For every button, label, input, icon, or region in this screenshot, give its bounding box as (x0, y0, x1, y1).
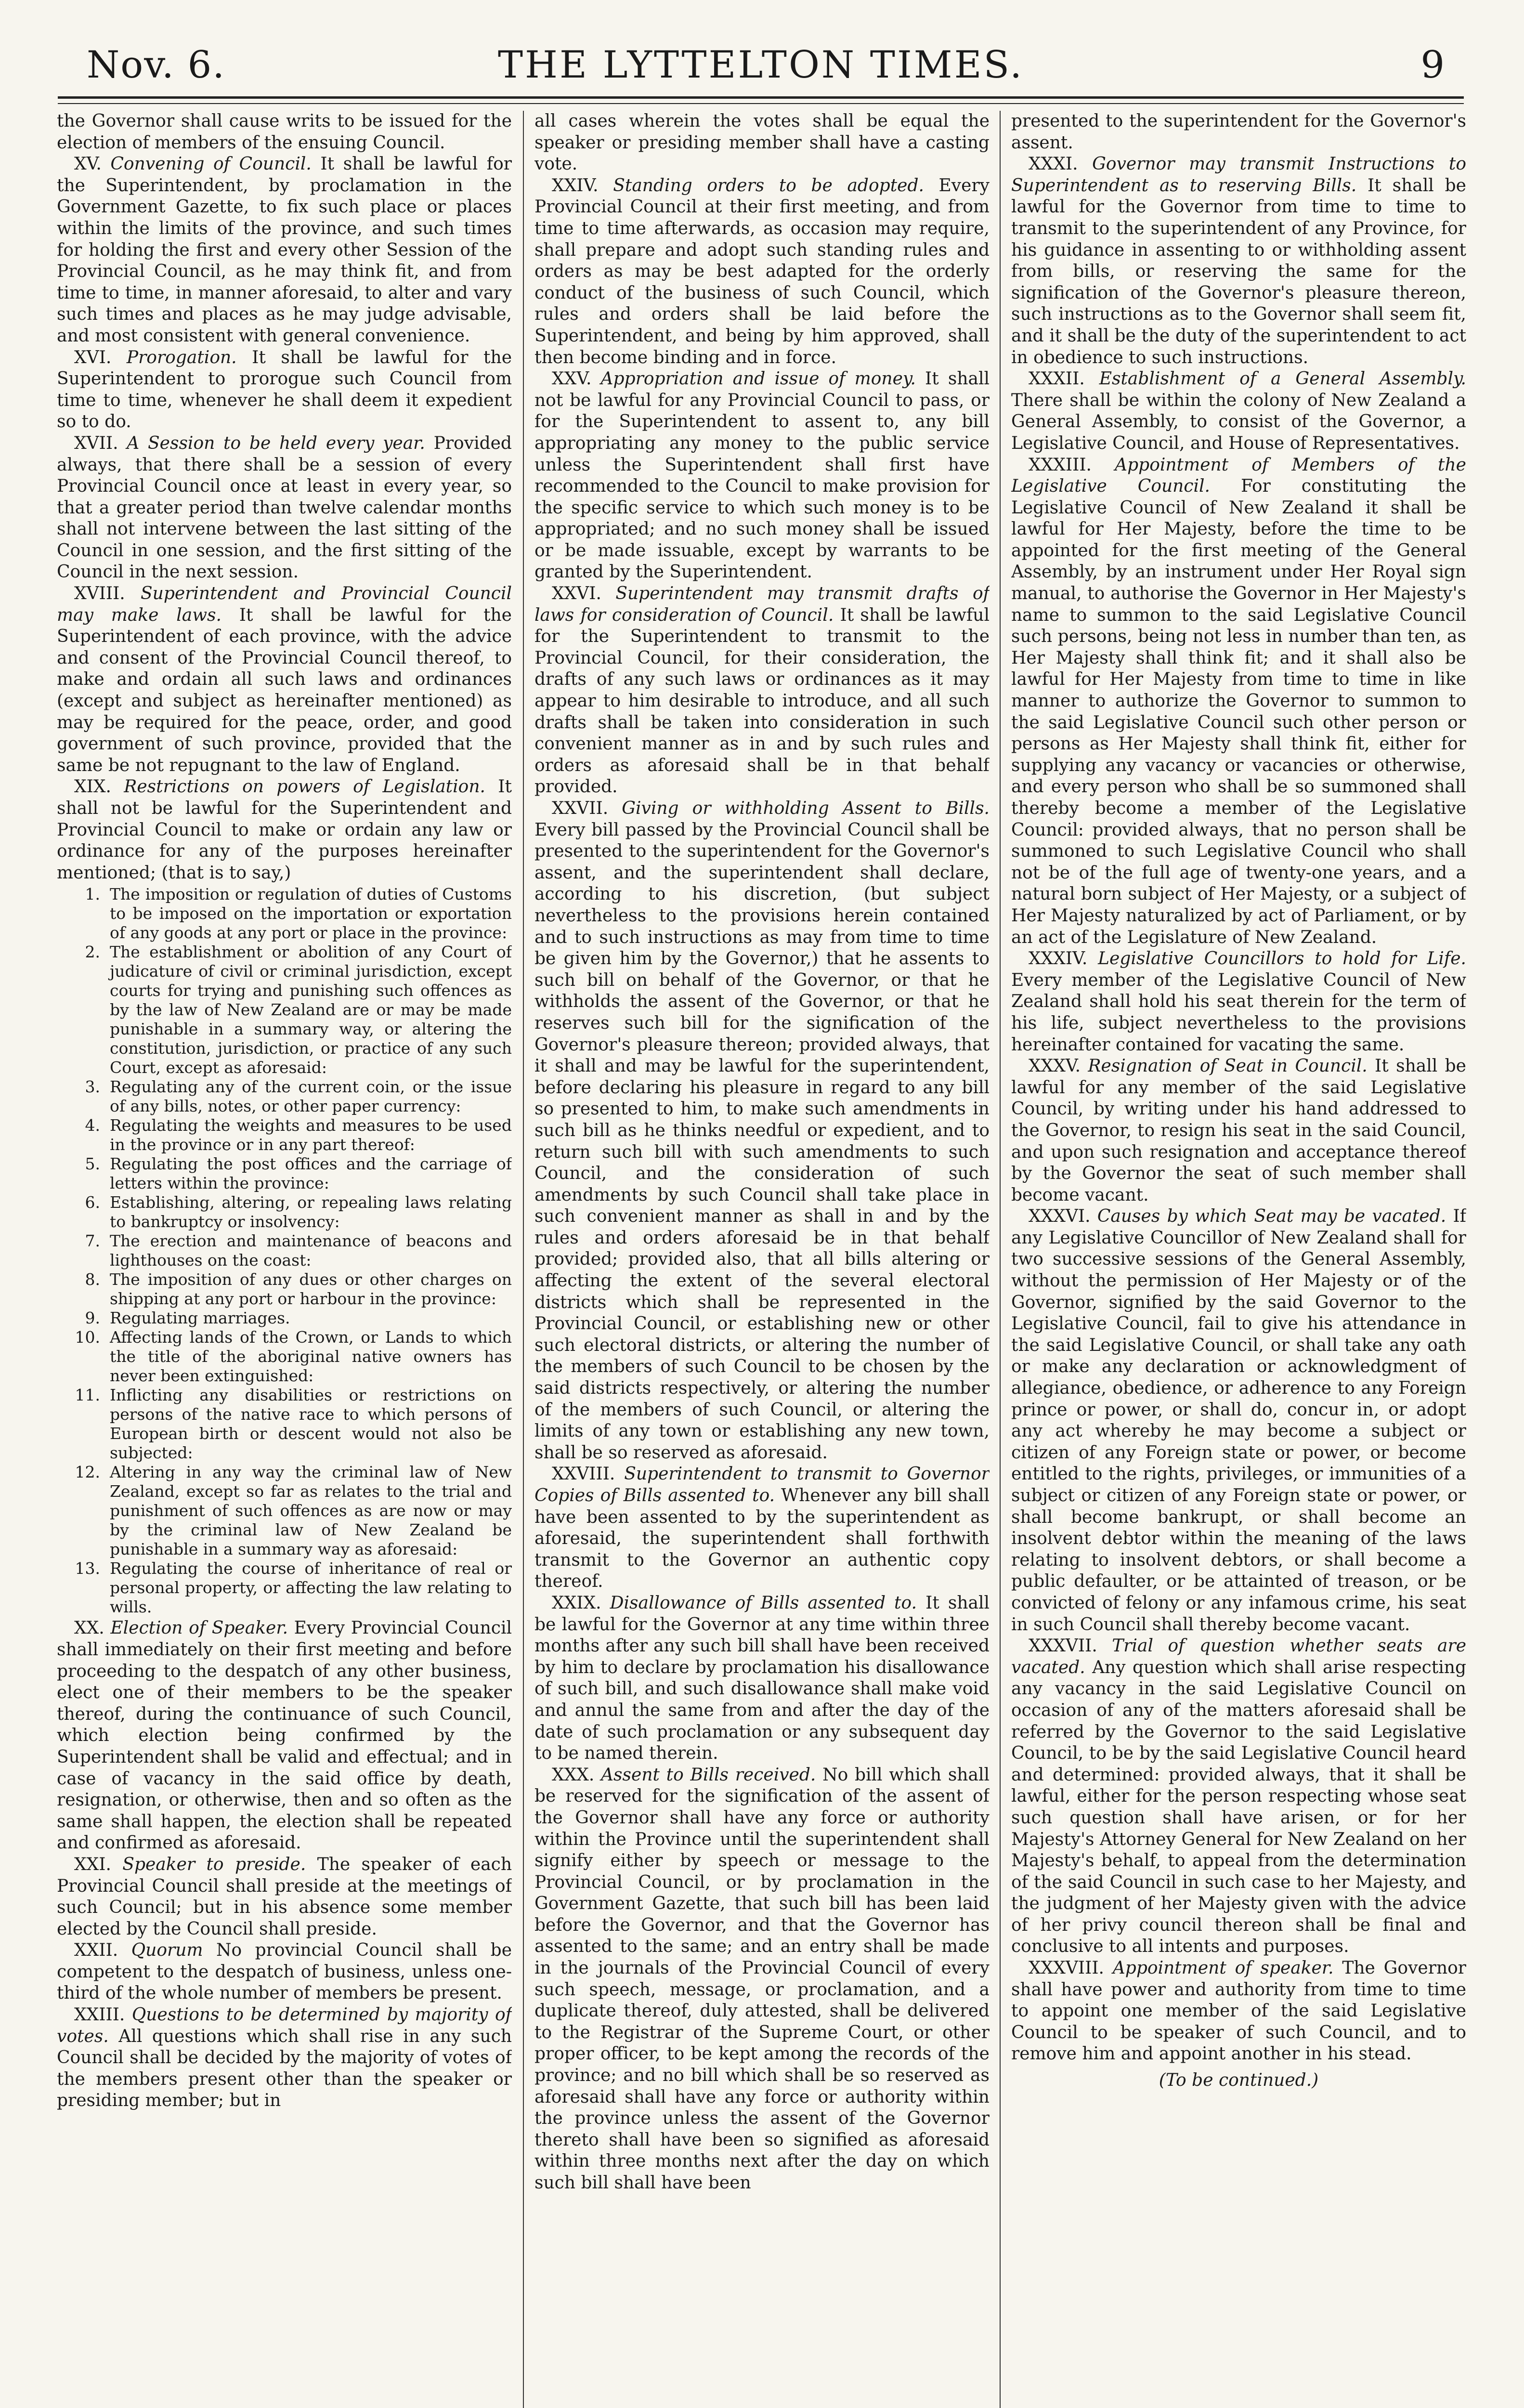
list-item: 12. Altering in any way the criminal law of New Zealand, except so far as relates to the trial and punishment of such offences as are now or may by the criminal law of New Zealand be punishable in a summary way as aforesaid: (75, 1463, 512, 1559)
list-item: 4. Regulating the weights and measures to be used in the province or in any part thereof: (85, 1116, 512, 1154)
section-xvii: XVII. A Session to be held every year. Provided always, that there shall be a session of every Provincial Council once at least in every year, so that a greater period than twelve calendar months shall not intervene between the last sitting of the Council in one session, and the first sitting of the Council in the next session. (57, 433, 512, 582)
masthead (58, 39, 1464, 111)
section-xxxiii: XXXIII. Appointment of Members of the Legislative Council. For constituting the Legislative Council of New Zealand it shall be lawful for Her Majesty, before the time to be appointed for the first meeting of the General Assembly, by an instrument under Her Royal sign manual, to authorise the Governor in Her Majesty's name to summon to the said Legislative Council such persons, being not less in number than ten, as Her Majesty shall think fit; and it shall also be lawful for Her Majesty from time to time in like manner to authorize the Governor to summon to the said Legislative Council such other person or persons as Her Majesty shall think fit, either for supplying any vacancy or vacancies or otherwise, and every person who shall be so summoned shall thereby become a member of the Legislative Council: provided always, that no person shall be summoned to such Legislative Council who shall not be of the full age of twenty-one years, and a natural born subject of Her Majesty, or a subject of Her Majesty naturalized by act of Parliament, or by an act of the Legislature of New Zealand. (1011, 455, 1466, 947)
section-xxxvii: XXXVII. Trial of question whether seats are vacated. Any question which shall arise respecting any vacancy in the said Legislative Council on occasion of any of the matters aforesaid shall be referred by the Governor to the said Legislative Council, to be by the said Legislative Council heard and determined: provided always, that it shall be lawful, either for the person respecting whose seat such question shall have arisen, or for her Majesty's Attorney General for New Zealand on her Majesty's behalf, to appeal from the determination of the said Council in such case to her Majesty, and the judgment of her Majesty given with the advice of her privy council thereon shall be final and conclusive to all intents and purposes. (1011, 1636, 1466, 1957)
section-xxv: XXV. Appropriation and issue of money. It shall not be lawful for any Provincial Council to pass, or for the Superintendent to assent to, any bill appropriating any money to the public service unless the Superintendent shall first have recommended to the Council to make provision for the specific service to which such money is to be appropriated; and no such money shall be issued or be made issuable, except by warrants to be granted by the Superintendent. (534, 369, 990, 582)
section-xxi: XXI. Speaker to preside. The speaker of each Provincial Council shall preside at the meetings of such Council; but in his absence some member elected by the Council shall preside. (57, 1854, 512, 1939)
list-item: 7. The erection and maintenance of beacons and lighthouses on the coast: (85, 1231, 512, 1270)
page-number: 9 (1420, 43, 1445, 87)
section-xxxi: XXXI. Governor may transmit Instructions to Superintendent as to reserving Bills. It shall be lawful for the Governor from time to time to transmit to the superintendent of any Province, for his guidance in assenting to or withholding assent from bills, or reserving the same for the signification of the Governor's pleasure thereon, such instructions as to the Governor shall seem fit, and it shall be the duty of the superintendent to act in obedience to such instructions. (1011, 154, 1466, 367)
section-xxvii: XXVII. Giving or withholding Assent to Bills. Every bill passed by the Provincial Council shall be presented to the superintendent for the Governor's assent, and the superintendent shall declare, according to his discretion, (but subject nevertheless to the provisions herein contained and to such instructions as may from time to time be given him by the Governor,) that he assents to such bill on behalf of the Governor, or that he withholds the assent of the Governor, or that he reserves such bill for the signification of the Governor's pleasure thereon; provided always, that it shall and may be lawful for the superintendent, before declaring his pleasure in regard to any bill so presented to him, to make such amendments in such bill as he thinks needful or expedient, and to return such bill with such amendments to such Council, and the consideration of such amendments by such Council shall take place in such convenient manner as shall in and by the rules and orders aforesaid be in that behalf provided; provided also, that all bills altering or affecting the extent of the several electoral districts which shall be represented in the Provincial Council, or establishing new or other such electoral districts, or altering the number of the members of such Council to be chosen by the said districts respectively, or altering the number of the members of such Council, or altering the limits of any town or establishing any new town, shall be so reserved as aforesaid. (534, 798, 990, 1463)
list-item: 3. Regulating any of the current coin, or the issue of any bills, notes, or other paper currency: (85, 1077, 512, 1116)
list-item: 13. Regulating the course of inheritance of real or personal property, or affecting the law relating to wills. (75, 1559, 512, 1617)
section-xxxii: XXXII. Establishment of a General Assembly. There shall be within the colony of New Zealand a General Assembly, to consist of the Governor, a Legislative Council, and House of Representatives. (1011, 369, 1466, 453)
section-xxxv: XXXV. Resignation of Seat in Council. It shall be lawful for any member of the said Legislative Council, by writing under his hand addressed to the Governor, to resign his seat in the said Council, and upon such resignation and acceptance thereof by the Governor the seat of such member shall become vacant. (1011, 1056, 1466, 1205)
column-2 (534, 111, 990, 2408)
section-xxx: XXX. Assent to Bills received. No bill which shall be reserved for the signification of the assent of the Governor shall have any force or authority within the Province until the superintendent shall signify either by speech or message to the Provincial Council, or by proclamation in the Government Gazette, that such bill has been laid before the Governor, and that the Governor has assented to the same; and an entry shall be made in the journals of the Provincial Council of every such speech, message, or proclamation, and a duplicate thereof, duly attested, shall be delivered to the Registrar of the Supreme Court, or other proper officer, to be kept among the records of the province; and no bill which shall be so reserved as aforesaid shall have any force or authority within the province unless the assent of the Governor thereto shall have been so signified as aforesaid within three months next after the day on which such bill shall have been (534, 1765, 990, 2193)
section-xx: XX. Election of Speaker. Every Provincial Council shall immediately on their first meeting and before proceeding to the despatch of any other business, elect one of their members to be the speaker thereof, during the continuance of such Council, which election being confirmed by the Superintendent shall be valid and effectual; and in case of vacancy in the said office by death, resignation, or otherwise, then and so often as the same shall happen, the election shall be repeated and confirmed as aforesaid. (57, 1618, 512, 1853)
to-be-continued: (To be continued.) (1159, 2070, 1319, 2091)
section-xxxvi: XXXVI. Causes by which Seat may be vacated. If any Legislative Councillor of New Zealand shall for two successive sessions of the General Assembly, without the permission of Her Majesty or of the Governor, signified by the said Governor to the Legislative Council, fail to give his attendance in the said Legislative Council, or shall take any oath or make any declaration or acknowledgment of allegiance, obedience, or adherence to any Foreign prince or power, or shall do, concur in, or adopt any act whereby he may become a subject or citizen of any Foreign state or power, or become entitled to the rights, privileges, or immunities of a subject or citizen of any Foreign state or power, or shall become bankrupt, or shall become an insolvent debtor within the meaning of the laws relating to insolvent debtors, or shall become a public defaulter, or be attainted of treason, or be convicted of felony or any infamous crime, his seat in such Council shall thereby become vacant. (1011, 1206, 1466, 1635)
section-xxiii: XXIII. Questions to be determined by majority of votes. All questions which shall rise in any such Council shall be decided by the majority of votes of the members present other than the speaker or presiding member; but in (57, 2005, 512, 2111)
paragraph: the Governor shall cause writs to be issued for the election of members of the ensuing Council. (57, 111, 512, 153)
section-xv: XV. Convening of Council. It shall be lawful for the Superintendent, by proclamation in the Government Gazette, to fix such place or places within the limits of the province, and such times for holding the first and every other Session of the Provincial Council, as he may think fit, and from time to time, in manner aforesaid, to alter and vary such times and places as he may judge advisable, and most consistent with general convenience. (57, 154, 512, 346)
column-divider (523, 111, 524, 2408)
column-1 (57, 111, 512, 2408)
list-item: 2. The establishment or abolition of any Court of judicature of civil or criminal jurisdiction, except courts for trying and punishing such offences as by the law of New Zealand are or may be made punishable in a summary way, or altering the constitution, jurisdiction, or practice of any such Court, except as aforesaid: (85, 942, 512, 1077)
list-item: 1. The imposition or regulation of duties of Customs to be imposed on the importation or exportation of any goods at any port or place in the province: (85, 885, 512, 942)
list-item: 10. Affecting lands of the Crown, or Lands to which the title of the aboriginal native owners has never been extinguished: (75, 1328, 512, 1386)
issue-date: Nov. 6. (87, 43, 226, 87)
section-xxxviii: XXXVIII. Appointment of speaker. The Governor shall have power and authority from time to time to appoint one member of the said Legislative Council to be speaker of such Council, and to remove him and appoint another in his stead. (1011, 1958, 1466, 2064)
paragraph: presented to the superintendent for the Governor's assent. (1011, 111, 1466, 153)
masthead-rule (58, 96, 1464, 99)
section-xviii: XVIII. Superintendent and Provincial Council may make laws. It shall be lawful for the Superintendent of each province, with the advice and consent of the Provincial Council thereof, to make and ordain all such laws and ordinances (except and subject as hereinafter mentioned) as may be required for the peace, order, and good government of such province, provided that the same be not repugnant to the law of England. (57, 584, 512, 775)
newspaper-title: THE LYTTELTON TIMES. (497, 43, 1024, 87)
masthead-rule-thin (58, 103, 1464, 104)
column-3 (1011, 111, 1466, 2408)
section-xxxiv: XXXIV. Legislative Councillors to hold for Life. Every member of the Legislative Council of New Zealand shall hold his seat therein for the term of his life, subject nevertheless to the provisions hereinafter contained for vacating the same. (1011, 949, 1466, 1055)
section-xxiv: XXIV. Standing orders to be adopted. Every Provincial Council at their first meeting, and from time to time afterwards, as occasion may require, shall prepare and adopt such standing rules and orders as may be best adapted for the orderly conduct of the business of such Council, which rules and orders shall be laid before the Superintendent, and being by him approved, shall then become binding and in force. (534, 175, 990, 367)
section-xix: XIX. Restrictions on powers of Legislation. It shall not be lawful for the Superintendent and Provincial Council to make or ordain any law or ordinance for any of the purposes hereinafter mentioned; (that is to say,) (57, 777, 512, 883)
section-xvi: XVI. Prorogation. It shall be lawful for the Superintendent to prorogue such Council from time to time, whenever he shall deem it expedient so to do. (57, 347, 512, 432)
paragraph: all cases wherein the votes shall be equal the speaker or presiding member shall have a casting vote. (534, 111, 990, 174)
section-xxvi: XXVI. Superintendent may transmit drafts of laws for consideration of Council. It shall be lawful for the Superintendent to transmit to the Provincial Council, for their consideration, the drafts of any such laws or ordinances as it may appear to him desirable to introduce, and all such drafts shall be taken into consideration in such convenient manner as in and by such rules and orders as aforesaid shall be in that behalf provided. (534, 584, 990, 797)
column-divider (1000, 111, 1001, 2408)
section-xxix: XXIX. Disallowance of Bills assented to. It shall be lawful for the Governor at any time within three months after any such bill shall have been received by him to declare by proclamation his disallowance of such bill, and such disallowance shall make void and annul the same from and after the day of the date of such proclamation or any subsequent day to be named therein. (534, 1593, 990, 1764)
list-item: 6. Establishing, altering, or repealing laws relating to bankruptcy or insolvency: (85, 1193, 512, 1231)
list-item: 11. Inflicting any disabilities or restrictions on persons of the native race to which persons of European birth or descent would not also be subjected: (75, 1386, 512, 1463)
list-item: 8. The imposition of any dues or other charges on shipping at any port or harbour in the province: (85, 1270, 512, 1309)
section-xxii: XXII. Quorum No provincial Council shall be competent to the despatch of business, unless one-third of the whole number of members be present. (57, 1940, 512, 2003)
list-item: 5. Regulating the post offices and the carriage of letters within the province: (85, 1154, 512, 1193)
list-item: 9. Regulating marriages. (85, 1309, 290, 1328)
restrictions-list (57, 885, 512, 1617)
section-xxviii: XXVIII. Superintendent to transmit to Governor Copies of Bills assented to. Whenever any bill shall have been assented to by the superintendent as aforesaid, the superintendent shall forthwith transmit to the Governor an authentic copy thereof. (534, 1464, 990, 1592)
